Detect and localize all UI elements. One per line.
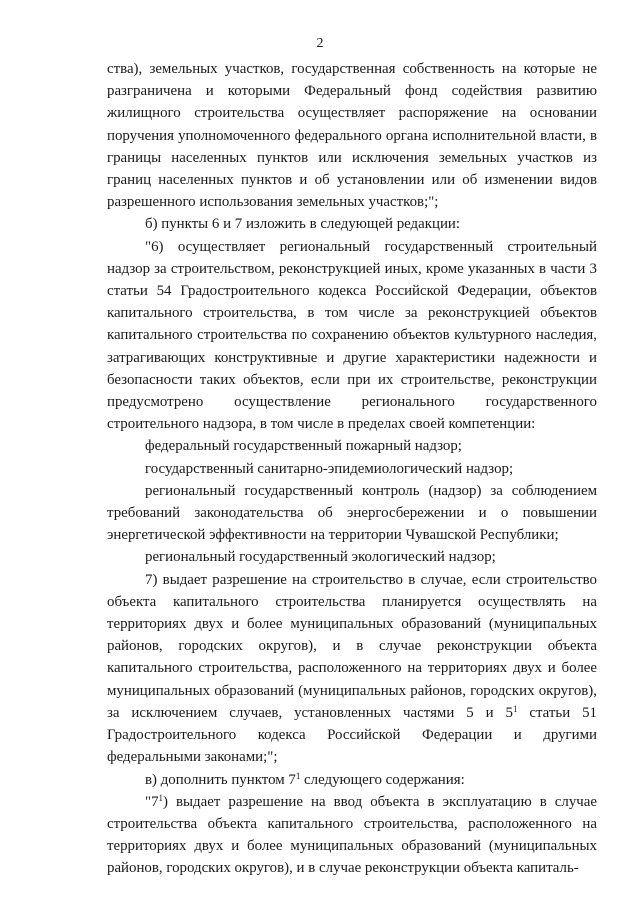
paragraph-item-b: б) пункты 6 и 7 изложить в следующей редакции: — [145, 216, 461, 233]
paragraph-item-c-text-a: в) дополнить пунктом 7 — [145, 771, 296, 788]
paragraph-item-7-text-a: 7) выдает разрешение на строительство в случае, если строительство объекта капитального строительства планируется осуществлять на территориях двух и более муниципальных образований (муниципальных районов, городских округов), и в случае реконструкции объекта капитального строительства, расположенного на территориях двух и более муниципальных образований (муниципальных районов, городских округов), за исключением случаев, установленных частями 5 и 5 — [107, 571, 597, 721]
paragraph-item-c-text-b: следующего содержания: — [300, 771, 465, 788]
page-number: 2 — [316, 36, 324, 51]
superscript: 1 — [512, 703, 518, 714]
paragraph-item-7-text-b: статьи 51 Градостроительного кодекса Российской Федерации и другими федеральными законами;"; — [107, 704, 597, 766]
paragraph-sanitary-supervision: государственный санитарно-эпидемиологический надзор; — [145, 460, 514, 477]
paragraph-item-7 — [107, 569, 597, 769]
document-body — [107, 58, 597, 880]
superscript: 1 — [295, 770, 301, 781]
paragraph-item-7-1-text-b: ) выдает разрешение на ввод объекта в эксплуатацию в случае строительства объекта капитального строительства, расположенного на территориях двух и более муниципальных образований (муниципальных районов, городских округов), и в случае реконструкции объекта капиталь- — [107, 793, 597, 877]
paragraph-item-7-1-text-a: "7 — [145, 793, 159, 810]
superscript: 1 — [158, 792, 164, 803]
paragraph-ecological-supervision: региональный государственный экологический надзор; — [145, 549, 496, 566]
paragraph-item-7-1 — [107, 791, 597, 880]
paragraph-energy-control: региональный государственный контроль (надзор) за соблюдением требований законодательства об энергосбережении и о повышении энергетической эффективности на территории Чувашской Республики; — [107, 482, 597, 544]
paragraph-fire-supervision: федеральный государственный пожарный надзор; — [145, 438, 462, 455]
paragraph-item-6: "6) осуществляет региональный государственный строительный надзор за строительством, реконструкцией иных, кроме указанных в части 3 статьи 54 Градостроительного кодекса Российской Федерации, объектов капитального строительства, в том числе за реконструкцией объектов капитального строительства по сохранению объектов культурного наследия, затрагивающих конструктивные и другие характеристики надежности и безопасности таких объектов, если при их строительстве, реконструкции предусмотрено осуществление регионального государственного строительного надзора, в том числе в пределах своей компетенции: — [107, 238, 597, 433]
paragraph-continuation: ства), земельных участков, государственная собственность на которые не разграничена и которыми Федеральный фонд содействия развитию жилищного строительства осуществляет распоряжение на основании поручения уполномоченного федерального органа исполнительной власти, в границы населенных пунктов или исключения земельных участков из границ населенных пунктов и об установлении или об изменении видов разрешенного использования земельных участков;"; — [107, 61, 597, 211]
paragraph-item-c — [107, 769, 597, 791]
